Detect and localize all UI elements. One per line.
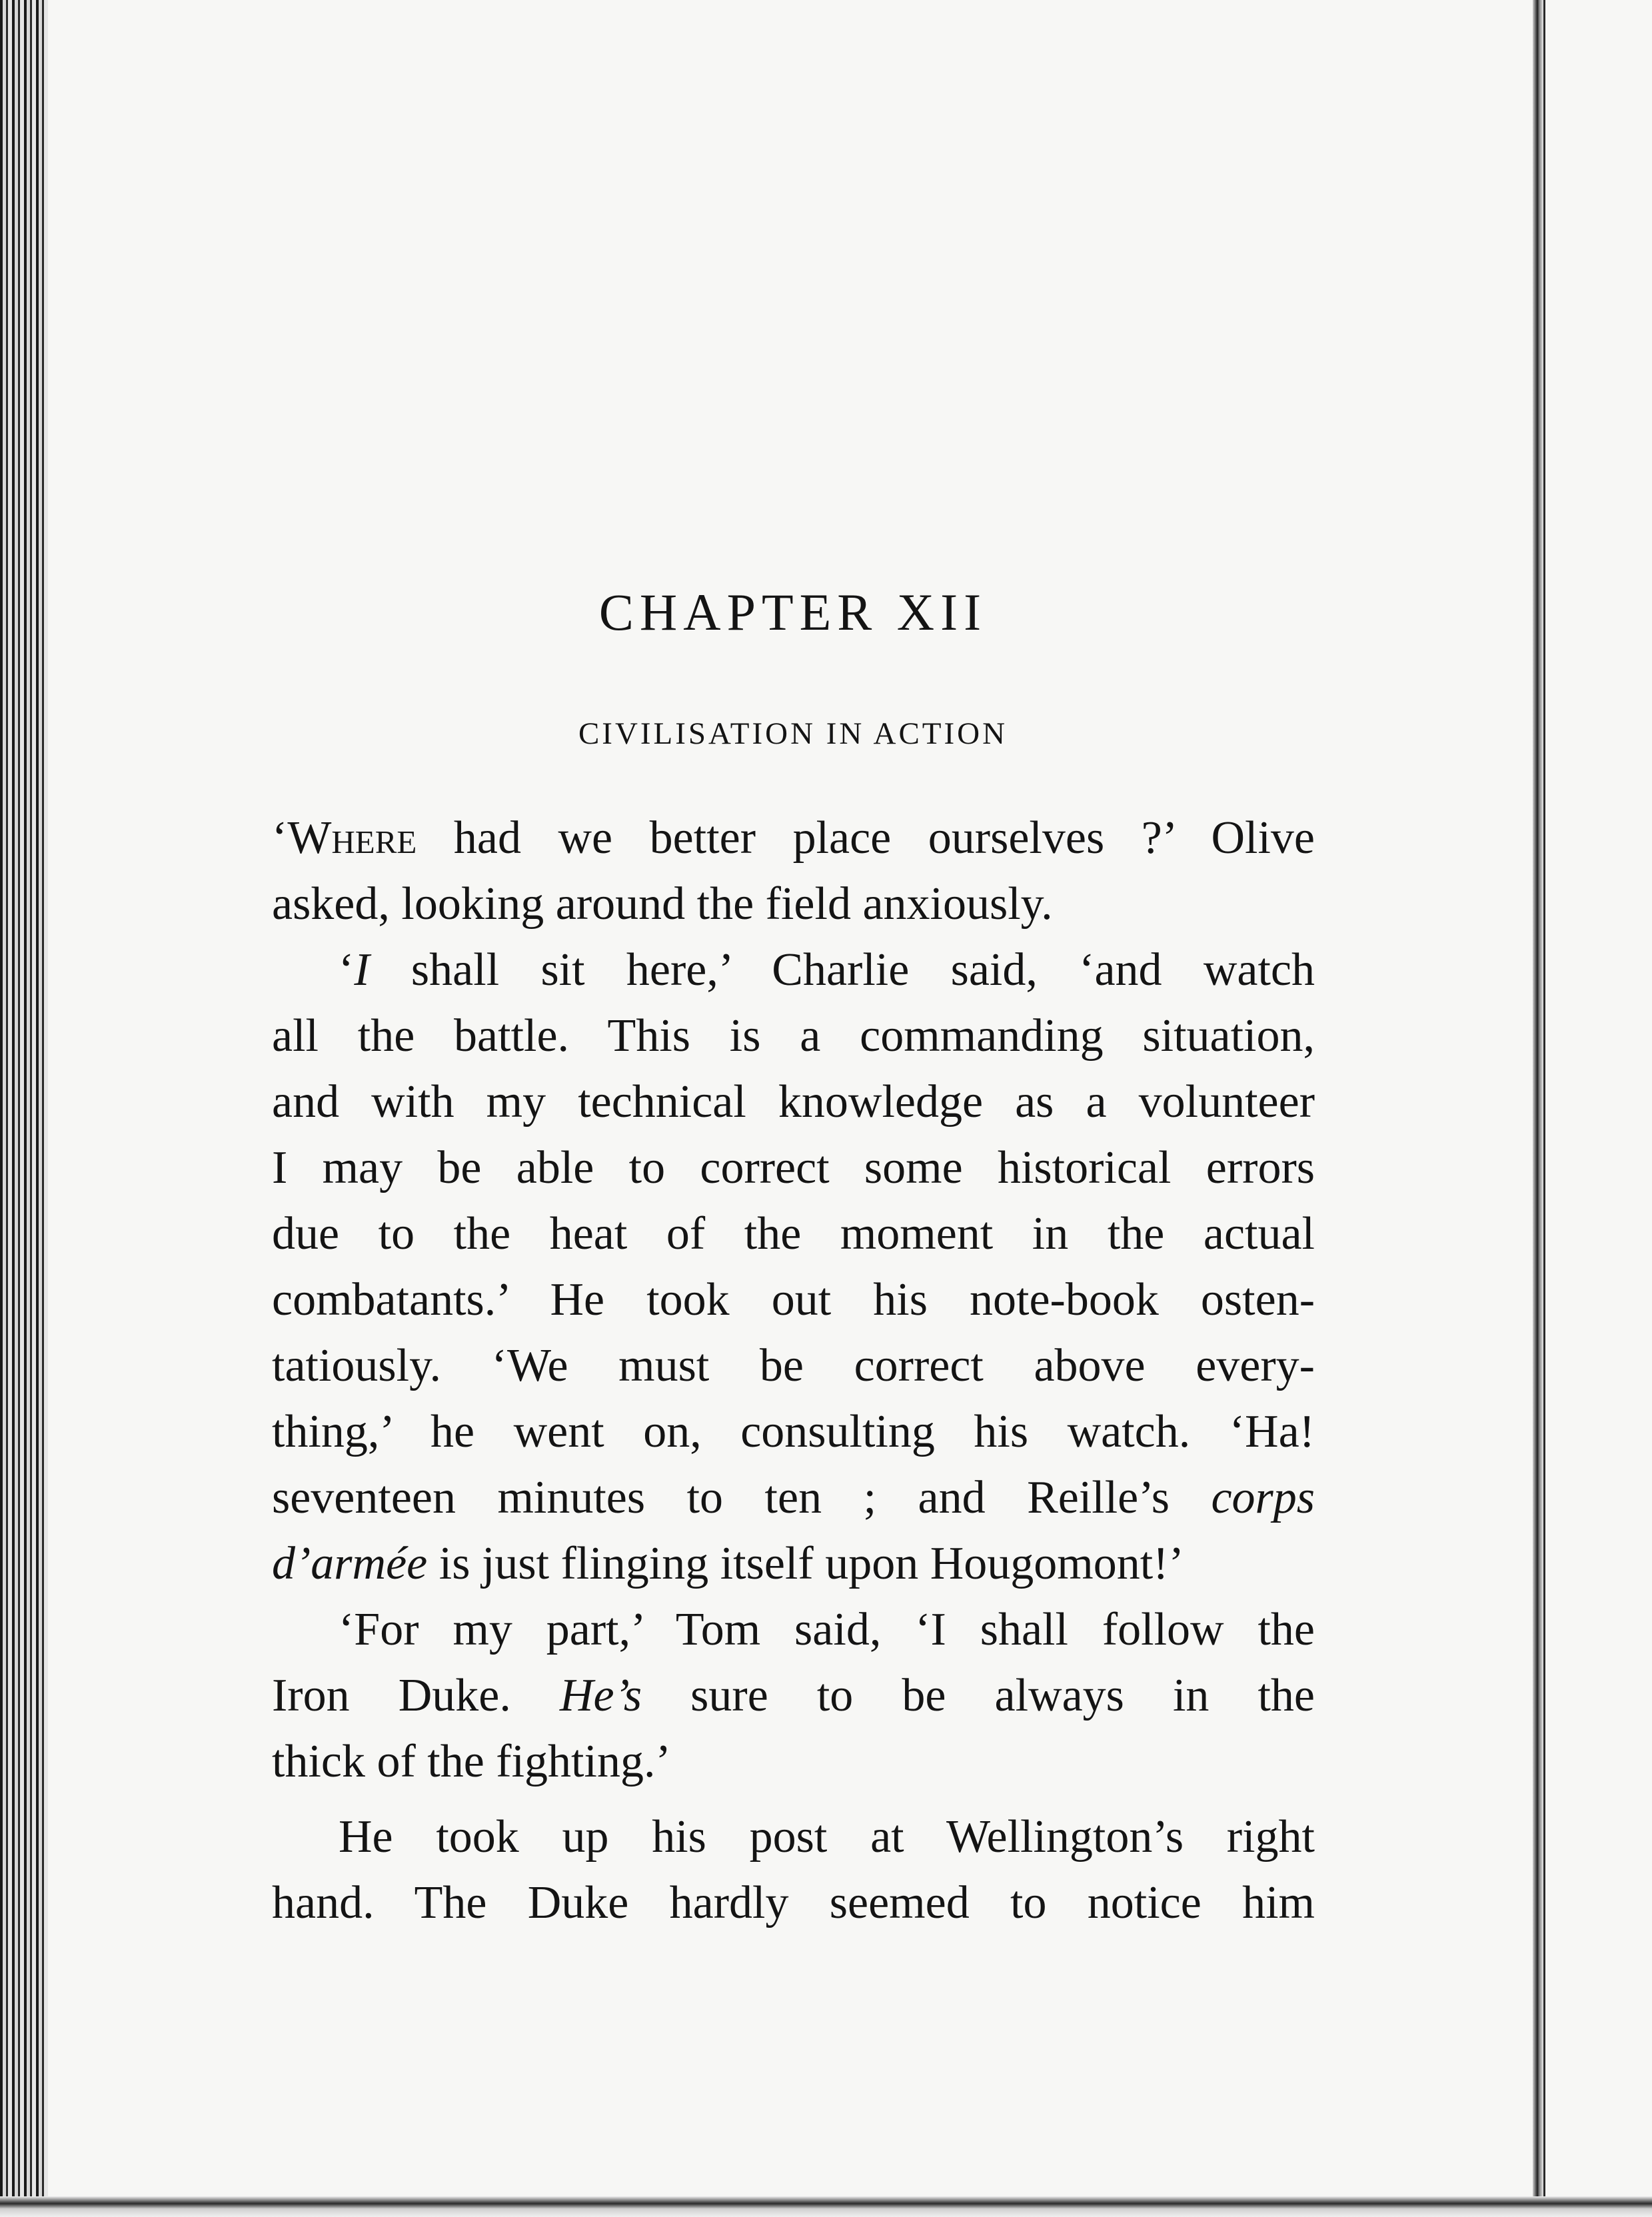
- text-line: ‘For my part,’ Tom said, ‘I shall follow the: [339, 1604, 1315, 1655]
- text-span: is just flinging itself upon Hougomont!’: [427, 1538, 1184, 1589]
- text-line: combatants.’ He took out his note-book osten-: [272, 1274, 1315, 1325]
- italic-text: corps: [1211, 1472, 1315, 1523]
- text-line: thing,’ he went on, consulting his watch. ‘Ha!: [272, 1406, 1315, 1457]
- text-span: ‘: [272, 812, 288, 864]
- text-line: [272, 1531, 1315, 1597]
- page-right-edge: [1533, 0, 1543, 2217]
- small-caps-opening-word: Where: [287, 812, 417, 864]
- page-bottom-edge: [0, 2196, 1652, 2217]
- text-span: ‘: [339, 944, 355, 996]
- text-span: had we better place ourselves ?’ Olive: [416, 812, 1315, 864]
- text-line: due to the heat of the moment in the actual: [272, 1208, 1315, 1259]
- text-line: thick of the fighting.’: [272, 1736, 671, 1787]
- text-span: Iron Duke.: [272, 1670, 560, 1721]
- italic-text: He’s: [559, 1670, 642, 1721]
- text-line: I may be able to correct some historical errors: [272, 1142, 1315, 1193]
- italic-text: d’armée: [272, 1538, 428, 1589]
- text-line: tatiously. ‘We must be correct above every-: [272, 1340, 1315, 1391]
- text-span: sure to be always in the: [642, 1670, 1315, 1721]
- chapter-body: [272, 805, 1315, 1936]
- italic-text: I: [354, 944, 370, 996]
- facing-page-strip: [1543, 0, 1652, 2217]
- text-line: He took up his post at Wellington’s right: [339, 1811, 1315, 1862]
- text-line: [272, 1465, 1315, 1531]
- chapter-title: CHAPTER XII: [598, 583, 988, 641]
- text-line: [272, 805, 1315, 871]
- text-line: [272, 937, 1315, 1003]
- book-spine-edge: [0, 0, 53, 2217]
- text-span: seventeen minutes to ten ; and Reille’s: [272, 1472, 1212, 1523]
- text-line: [272, 1663, 1315, 1729]
- text-line: all the battle. This is a commanding situation,: [272, 1010, 1315, 1062]
- chapter-subtitle: CIVILISATION IN ACTION: [578, 716, 1008, 751]
- text-line: and with my technical knowledge as a volunteer: [272, 1076, 1315, 1127]
- text-span: shall sit here,’ Charlie said, ‘and watch: [369, 944, 1315, 996]
- text-line: asked, looking around the field anxiously.: [272, 878, 1053, 930]
- text-line: hand. The Duke hardly seemed to notice him: [272, 1877, 1315, 1928]
